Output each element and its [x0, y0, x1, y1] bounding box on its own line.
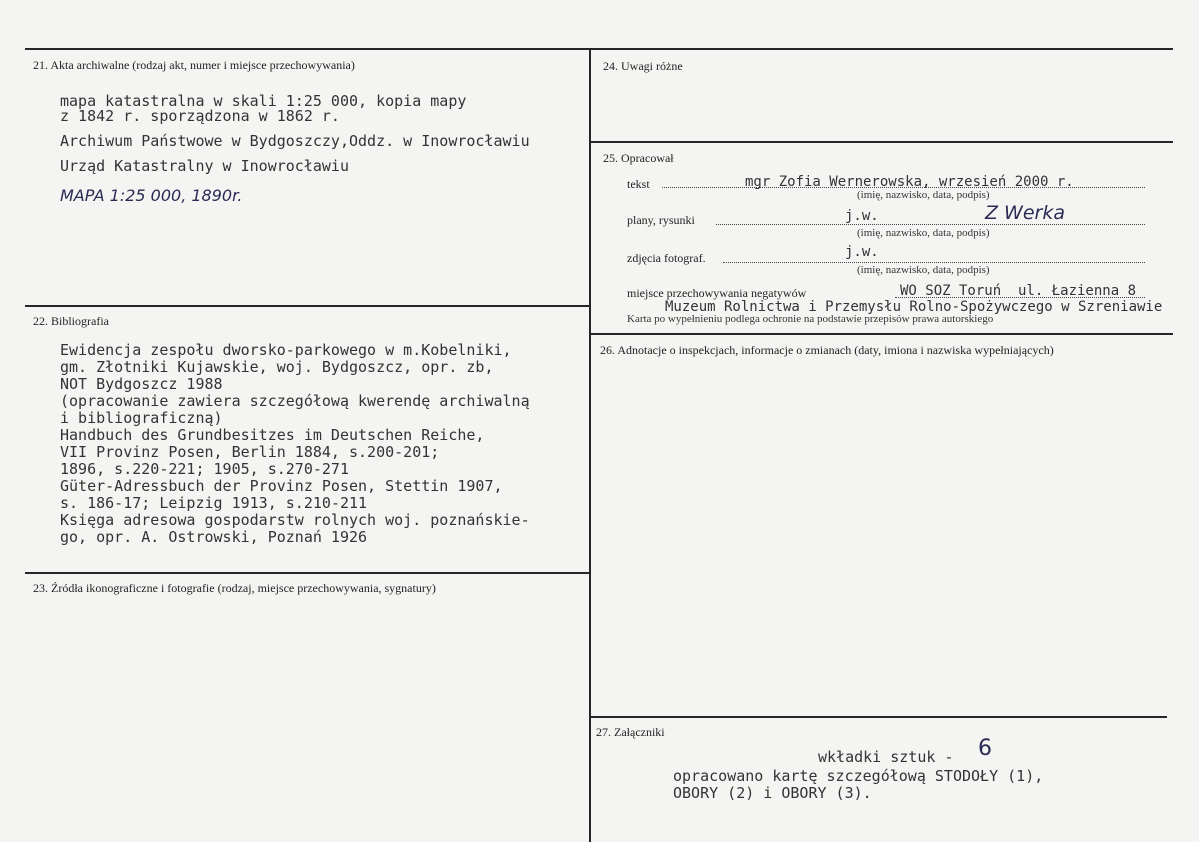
miejsce-value-2: Muzeum Rolnictwa i Przemysłu Rolno-Spożywczego w Szreniawie	[665, 299, 1163, 315]
miejsce-value: WO SOZ Toruń ul. Łazienna 8	[900, 283, 1137, 299]
copyright-note: Karta po wypełnieniu podlega ochronie na podstawie przepisów prawa autorskiego	[627, 313, 994, 325]
top-border	[25, 48, 1173, 50]
zdjecia-sub: (imię, nazwisko, data, podpis)	[857, 264, 990, 276]
zdjecia-label: zdjęcia fotograf.	[627, 251, 706, 265]
s21-line3: Archiwum Państwowe w Bydgoszczy,Oddz. w Inowrocławiu	[60, 132, 530, 150]
bib-line: Księga adresowa gospodarstw rolnych woj. poznańskie-	[60, 511, 530, 529]
divider-24-25	[590, 141, 1173, 143]
plany-sub: (imię, nazwisko, data, podpis)	[857, 227, 990, 239]
tekst-sub: (imię, nazwisko, data, podpis)	[857, 189, 990, 201]
s27-line3: OBORY (2) i OBORY (3).	[673, 784, 872, 802]
bib-line: Handbuch des Grundbesitzes im Deutschen Reiche,	[60, 426, 485, 444]
divider-22-23	[25, 572, 590, 574]
section-26-label: 26. Adnotacje o inspekcjach, informacje o zmianach (daty, imiona i nazwiska wypełniających)	[600, 343, 1054, 357]
plany-value: j.w.	[845, 208, 879, 224]
section-23-label: 23. Źródła ikonograficzne i fotografie (rodzaj, miejsce przechowywania, sygnatury)	[33, 581, 436, 595]
bib-line: (opracowanie zawiera szczegółową kwerendę archiwalną	[60, 392, 530, 410]
tekst-label: tekst	[627, 177, 650, 191]
bib-line: 1896, s.220-221; 1905, s.270-271	[60, 460, 349, 478]
plany-label: plany, rysunki	[627, 213, 695, 227]
bib-line: VII Provinz Posen, Berlin 1884, s.200-201;	[60, 443, 440, 461]
s27-line2: opracowano kartę szczegółową STODOŁY (1),	[673, 767, 1044, 785]
tekst-value: mgr Zofia Wernerowska, wrzesień 2000 r.	[745, 174, 1074, 190]
bib-line: go, opr. A. Ostrowski, Poznań 1926	[60, 528, 368, 546]
section-27-label: 27. Załączniki	[596, 725, 665, 739]
zdjecia-dotted-line	[723, 262, 1145, 263]
bib-line: s. 186-17; Leipzig 1913, s.210-211	[60, 494, 368, 512]
section-21-label: 21. Akta archiwalne (rodzaj akt, numer i miejsce przechowywania)	[33, 58, 355, 72]
s27-count: 6	[978, 736, 992, 761]
plany-dotted-line	[716, 224, 1145, 225]
s21-line4: Urząd Katastralny w Inowrocławiu	[60, 157, 349, 175]
section-22-label: 22. Bibliografia	[33, 314, 109, 328]
s27-line1: wkładki sztuk -	[818, 748, 954, 766]
miejsce-label: miejsce przechowywania negatywów	[627, 286, 807, 300]
s21-line2: z 1842 r. sporządzona w 1862 r.	[60, 107, 340, 125]
bib-line: gm. Złotniki Kujawskie, woj. Bydgoszcz, opr. zb,	[60, 358, 494, 376]
bib-line: i bibliograficzną)	[60, 409, 223, 427]
bib-line: Ewidencja zespołu dworsko-parkowego w m.Kobelniki,	[60, 341, 512, 359]
zdjecia-value: j.w.	[845, 244, 879, 260]
section-24-label: 24. Uwagi różne	[603, 59, 683, 73]
s21-line1: mapa katastralna w skali 1:25 000, kopia mapy	[60, 92, 467, 110]
s21-handwritten-note: MAPA 1:25 000, 1890r.	[60, 186, 243, 205]
divider-21-22	[25, 305, 590, 307]
bib-line: Güter-Adressbuch der Provinz Posen, Stettin 1907,	[60, 477, 503, 495]
section-25-label: 25. Opracował	[603, 151, 674, 165]
divider-25-26	[590, 333, 1173, 335]
divider-26-27	[590, 716, 1167, 718]
center-divider	[589, 48, 591, 842]
bib-line: NOT Bydgoszcz 1988	[60, 375, 223, 393]
plany-signature: Z Werka	[985, 202, 1065, 224]
bibliography-list	[60, 342, 530, 546]
